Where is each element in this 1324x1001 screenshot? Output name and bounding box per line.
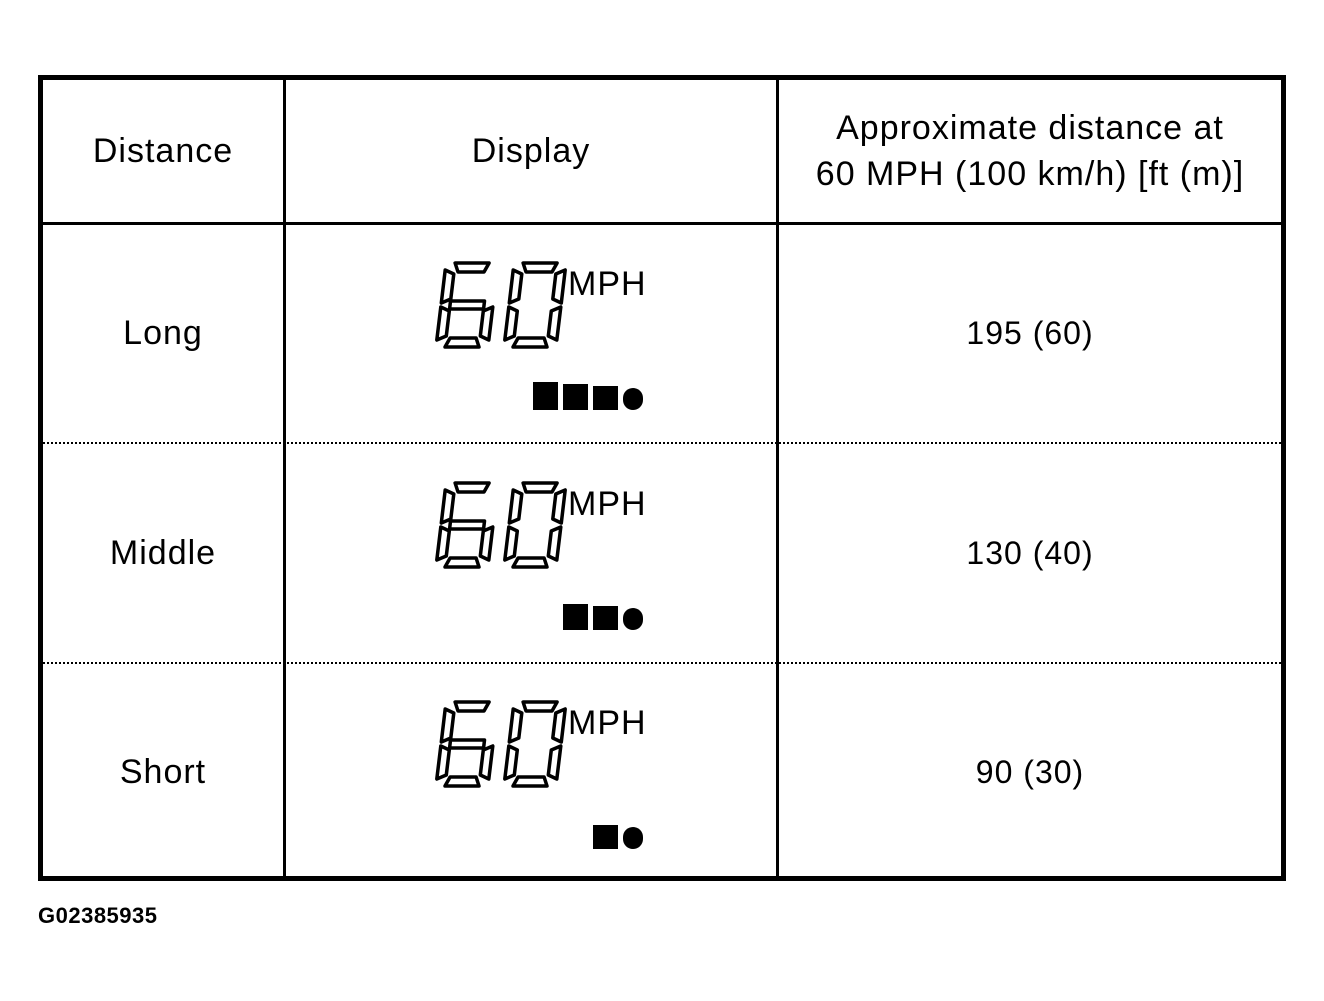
lcd-segment-b: [553, 490, 565, 523]
row-long-distance-label: Long: [123, 314, 203, 352]
gap-bar: [593, 386, 618, 410]
lcd-segment-d: [513, 777, 547, 786]
header-approximate-line-2: 60 MPH (100 km/h) [ft (m)]: [815, 155, 1245, 193]
lcd-segment-a: [523, 483, 557, 492]
lcd-segment-b: [553, 709, 565, 742]
lcd-segment-f: [441, 490, 454, 523]
gap-bar: [623, 608, 643, 630]
gap-bar: [533, 382, 558, 410]
lcd-segment-c: [480, 527, 493, 560]
lcd-segment-d: [445, 777, 479, 786]
gap-bar: [623, 388, 643, 410]
lcd-segment-e: [437, 746, 450, 779]
lcd-segment-e: [505, 746, 518, 779]
header-display: Display: [471, 131, 591, 170]
lcd-segment-f: [509, 270, 522, 303]
lcd-segment-a: [455, 263, 489, 272]
lcd-segment-a: [523, 702, 557, 711]
lcd-segment-g: [450, 521, 485, 529]
lcd-segment-d: [445, 558, 479, 567]
distance-table: [38, 75, 1286, 881]
row-short-approx-distance: 90 (30): [975, 754, 1085, 790]
lcd-segment-e: [505, 307, 518, 340]
lcd-segment-a: [455, 702, 489, 711]
lcd-segment-e: [437, 307, 450, 340]
lcd-segment-c: [480, 746, 493, 779]
speed-unit-label: MPH: [568, 265, 647, 303]
lcd-segment-f: [509, 709, 522, 742]
header-distance: Distance: [92, 131, 234, 170]
lcd-display: [286, 445, 776, 662]
speed-unit-label: MPH: [568, 484, 647, 523]
gap-bar: [623, 827, 643, 849]
lcd-segment-b: [553, 270, 565, 303]
gap-bar: [563, 384, 588, 410]
lcd-display: [286, 664, 776, 881]
header-approximate-line-1: Approximate distance at: [836, 109, 1224, 147]
lcd-segment-c: [548, 307, 561, 340]
speed-unit-label: MPH: [568, 704, 647, 742]
row-long-approx-distance: 195 (60): [966, 315, 1094, 351]
row-short-display: [286, 664, 776, 881]
row-middle-approx-distance: 130 (40): [966, 534, 1094, 571]
lcd-segment-c: [548, 527, 561, 560]
lcd-segment-f: [441, 709, 454, 742]
row-middle-distance-label: Middle: [109, 533, 217, 572]
lcd-segment-f: [509, 490, 522, 523]
figure-id: G02385935: [38, 903, 158, 928]
lcd-display: [286, 225, 776, 442]
row-long-display: [286, 225, 776, 442]
lcd-segment-f: [441, 270, 454, 303]
lcd-segment-d: [445, 338, 479, 347]
row-short-distance-label: Short: [119, 753, 207, 791]
lcd-segment-e: [505, 527, 518, 560]
gap-bar: [593, 606, 618, 630]
lcd-segment-d: [513, 558, 547, 567]
lcd-segment-a: [455, 483, 489, 492]
row-middle-display: [286, 444, 776, 662]
gap-bar: [593, 825, 618, 849]
lcd-segment-e: [437, 527, 450, 560]
lcd-segment-d: [513, 338, 547, 347]
lcd-segment-a: [523, 263, 557, 272]
header-approximate-distance: [779, 80, 1281, 222]
gap-bar: [563, 604, 588, 630]
lcd-segment-c: [548, 746, 561, 779]
lcd-segment-g: [450, 301, 485, 309]
lcd-segment-g: [450, 740, 485, 748]
lcd-segment-c: [480, 307, 493, 340]
